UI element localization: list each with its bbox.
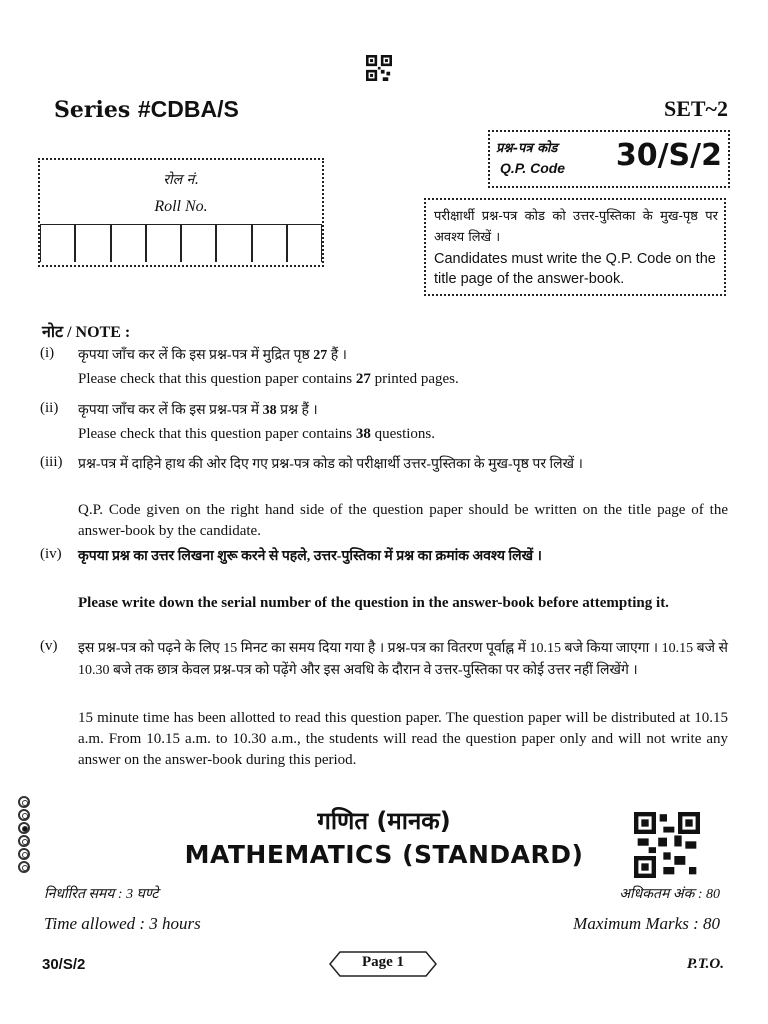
roll-number-grid bbox=[40, 224, 322, 262]
note-item-3 bbox=[40, 454, 728, 544]
note-hindi: प्रश्न-पत्र में दाहिने हाथ की ओर दिए गए प्रश्न-पत्र कोड को परीक्षार्थी उत्तर-पुस्तिका के मुख-पृष्ठ पर लिखें । bbox=[78, 457, 583, 472]
question-count-english: 38 bbox=[355, 426, 371, 442]
candidate-instruction-hindi: परीक्षार्थी प्रश्न-पत्र कोड को उत्तर-पुस्तिका के मुख-पृष्ठ पर अवश्य लिखें । bbox=[434, 209, 718, 245]
note-hindi bbox=[78, 400, 728, 422]
footer-qp-code: 30/S/2 bbox=[42, 956, 86, 973]
note-hindi-text-end: हैं । bbox=[330, 348, 347, 363]
candidate-instruction-english: Candidates must write the Q.P. Code on the title page of the answer-book. bbox=[434, 251, 716, 287]
series-label: Series bbox=[54, 97, 131, 123]
page-count-hindi: 27 bbox=[313, 348, 328, 363]
series-code: #CDBA/S bbox=[137, 96, 239, 122]
set-number: SET~2 bbox=[663, 96, 728, 121]
maximum-marks-english: Maximum Marks : 80 bbox=[573, 914, 720, 933]
candidate-instruction-box bbox=[424, 198, 726, 296]
note-english bbox=[78, 369, 728, 390]
question-count-hindi: 38 bbox=[262, 403, 277, 418]
note-english: 15 minute time has been allotted to read this question paper. The question paper will be distributed at 10.15 a.m. From 10.15 a.m. to 10.30 a.m., the students will read the question paper only and will not write any answer on the answer-book during this period. bbox=[78, 710, 728, 768]
note-english-text: Please check that this question paper contains bbox=[78, 371, 353, 387]
note-item-5 bbox=[40, 638, 728, 798]
note-heading: नोट / NOTE : bbox=[42, 324, 131, 341]
subject-title-hindi: गणित (मानक) bbox=[317, 807, 451, 835]
note-number: (v) bbox=[40, 638, 58, 654]
page-number-badge bbox=[328, 950, 438, 978]
roll-digit-cell[interactable] bbox=[216, 224, 251, 262]
note-english bbox=[78, 424, 728, 445]
series-line bbox=[54, 96, 239, 123]
note-hindi: कृपया प्रश्न का उत्तर लिखना शुरू करने से पहले, उत्तर-पुस्तिका में प्रश्न का क्रमांक अवश्य लिखें । bbox=[78, 549, 542, 564]
note-hindi-text: कृपया जाँच कर लें कि इस प्रश्न-पत्र में मुद्रित पृष्ठ bbox=[78, 348, 310, 363]
qr-code-top bbox=[366, 55, 392, 81]
note-english-text-end: questions. bbox=[374, 426, 436, 442]
roll-digit-cell[interactable] bbox=[111, 224, 146, 262]
note-number: (iv) bbox=[40, 546, 62, 562]
note-english-text: Please check that this question paper contains bbox=[78, 426, 353, 442]
qp-code-value: 30/S/2 bbox=[615, 138, 722, 173]
qr-code-subject bbox=[634, 812, 700, 878]
time-allowed-english: Time allowed : 3 hours bbox=[44, 914, 201, 933]
note-hindi bbox=[78, 345, 728, 367]
note-number: (i) bbox=[40, 345, 55, 361]
roll-label-english: Roll No. bbox=[154, 198, 208, 215]
maximum-marks-hindi: अधिकतम अंक : 80 bbox=[619, 887, 720, 902]
note-english-text-end: printed pages. bbox=[374, 371, 459, 387]
roll-number-box bbox=[38, 158, 324, 267]
note-item-1 bbox=[40, 345, 728, 395]
note-hindi-text-end: प्रश्न हैं । bbox=[280, 403, 318, 418]
note-number: (ii) bbox=[40, 400, 59, 416]
roll-digit-cell[interactable] bbox=[75, 224, 110, 262]
note-hindi: इस प्रश्न-पत्र को पढ़ने के लिए 15 मिनट का समय दिया गया है । प्रश्न-पत्र का वितरण पूर्वाह्न में 10.15 बजे किया जाएगा । 10.15 बजे से 10.30 बजे तक छात्र केवल प्रश्न-पत्र को पढ़ेंगे और इस अवधि के दौरान वे उत्तर-पुस्तिका पर कोई उत्तर नहीं लिखेंगे । bbox=[78, 641, 728, 678]
qp-label-english: Q.P. Code bbox=[500, 160, 566, 176]
page-number: Page 1 bbox=[361, 954, 405, 970]
page-count-english: 27 bbox=[355, 371, 371, 387]
roll-digit-cell[interactable] bbox=[146, 224, 181, 262]
roll-digit-cell[interactable] bbox=[40, 224, 75, 262]
pto-label: P.T.O. bbox=[686, 956, 724, 972]
roll-digit-cell[interactable] bbox=[252, 224, 287, 262]
note-hindi-text: कृपया जाँच कर लें कि इस प्रश्न-पत्र में bbox=[78, 403, 260, 418]
roll-digit-cell[interactable] bbox=[287, 224, 322, 262]
note-item-2 bbox=[40, 400, 728, 450]
note-number: (iii) bbox=[40, 454, 63, 470]
roll-digit-cell[interactable] bbox=[181, 224, 216, 262]
roll-label-hindi: रोल नं. bbox=[163, 172, 199, 188]
subject-title-english: MATHEMATICS (STANDARD) bbox=[184, 840, 584, 869]
note-item-4 bbox=[40, 546, 728, 636]
qp-code-box bbox=[488, 130, 730, 188]
note-english: Q.P. Code given on the right hand side of the question paper should be written on the title page of the answer-book by the candidate. bbox=[78, 502, 728, 539]
qp-label-hindi: प्रश्न-पत्र कोड bbox=[496, 141, 558, 156]
note-english: Please write down the serial number of the question in the answer-book before attempting it. bbox=[78, 595, 669, 611]
time-allowed-hindi: निर्धारित समय : 3 घण्टे bbox=[44, 887, 159, 902]
